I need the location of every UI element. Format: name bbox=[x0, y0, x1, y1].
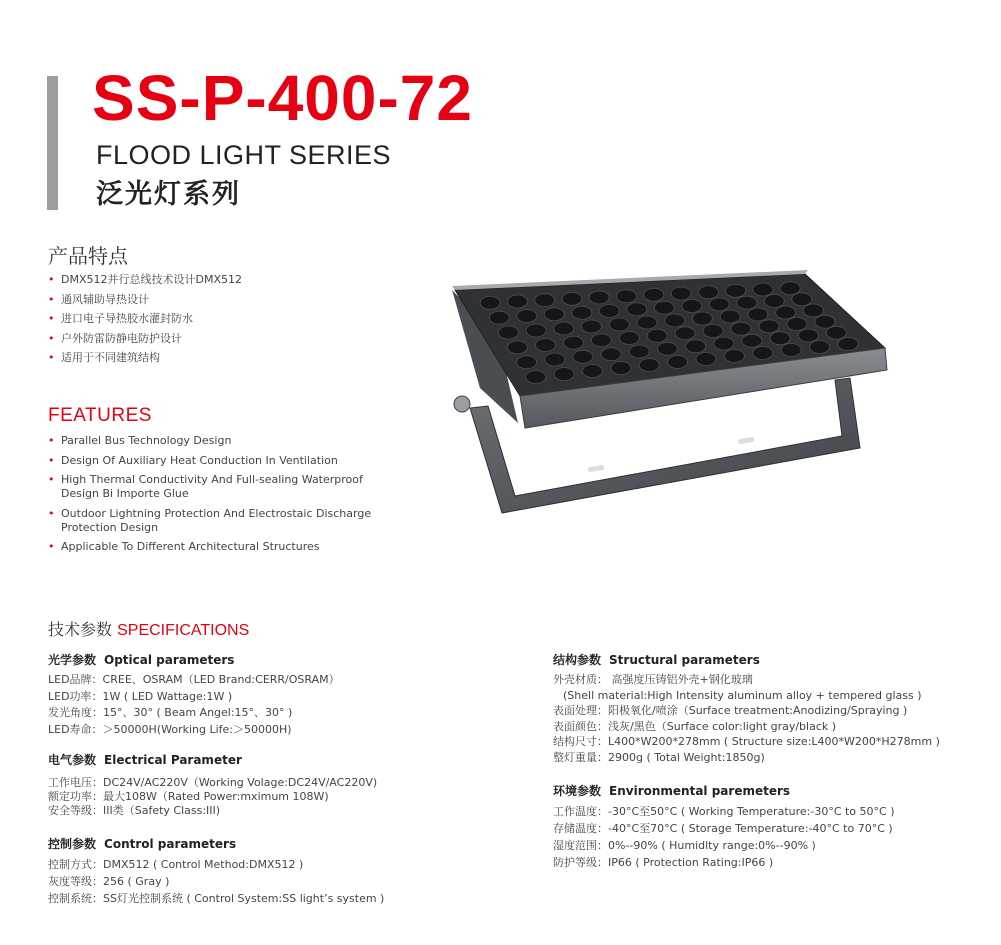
led-lens bbox=[535, 294, 555, 307]
led-lens bbox=[480, 296, 500, 309]
led-lens bbox=[589, 291, 609, 304]
led-lens bbox=[696, 353, 716, 366]
spec-line: 安全等级：III类（Safety Class:III) bbox=[48, 804, 221, 817]
led-lens bbox=[753, 347, 773, 360]
bullet-icon: • bbox=[48, 331, 55, 345]
environmental-parameters bbox=[553, 782, 895, 871]
led-lens bbox=[724, 350, 744, 363]
bullet-icon: • bbox=[48, 351, 55, 365]
control-parameters bbox=[48, 835, 384, 907]
led-lens bbox=[720, 310, 740, 323]
spec-line: 结构尺寸：L400*W200*278mm ( Structure size:L400*W200*H278mm ) bbox=[553, 735, 940, 748]
electrical-parameters bbox=[48, 751, 377, 818]
features-cn-heading: 产品特点 bbox=[48, 244, 128, 268]
led-lens bbox=[554, 368, 574, 381]
led-lens bbox=[810, 341, 830, 354]
led-lens bbox=[838, 338, 858, 351]
spec-line: 外壳材质： 高强度压铸铝外壳+钢化玻璃 bbox=[553, 673, 753, 686]
led-lens bbox=[665, 314, 685, 327]
led-lens bbox=[826, 326, 846, 339]
list-item: • 适用于不同建筑结构 bbox=[48, 351, 160, 365]
led-lens bbox=[698, 286, 718, 299]
led-lens bbox=[582, 320, 602, 333]
led-lens bbox=[692, 312, 712, 325]
features-cn-list bbox=[48, 273, 388, 371]
led-lens bbox=[591, 334, 611, 347]
bullet-icon: • bbox=[48, 453, 55, 467]
led-lens bbox=[703, 325, 723, 338]
led-lens bbox=[781, 344, 801, 357]
led-lens bbox=[507, 295, 527, 308]
bullet-icon: • bbox=[48, 473, 55, 486]
section-heading: 电气参数 Electrical Parameter bbox=[48, 753, 242, 767]
section-heading: 环境参数 Environmental paremeters bbox=[553, 784, 791, 798]
list-item: • Parallel Bus Technology Design bbox=[48, 434, 232, 447]
led-lens bbox=[803, 304, 823, 317]
led-lens bbox=[675, 327, 695, 340]
series-title-cn: 泛光灯系列 bbox=[96, 179, 241, 210]
spec-line: 表面颜色：浅灰/黑色（Surface color:light gray/black ) bbox=[553, 719, 837, 733]
led-lens bbox=[668, 356, 688, 369]
list-item: • High Thermal Conductivity And Full-sealing Waterproof Design Bi Importe Glue bbox=[48, 473, 363, 500]
led-lens bbox=[545, 353, 565, 366]
led-lens bbox=[764, 295, 784, 308]
spec-line: 工作温度：-30°C至50°C ( Working Temperature:-30°C to 50°C ) bbox=[553, 805, 895, 818]
flood-light-product-image bbox=[440, 268, 900, 518]
led-lens bbox=[787, 318, 807, 331]
list-item: • Outdoor Lightning Protection And Electrostaic Discharge Protection Design bbox=[48, 506, 372, 534]
spec-line: LED寿命：＞50000H(Working Life:＞50000H) bbox=[48, 722, 292, 736]
led-lens bbox=[573, 350, 593, 363]
led-lens bbox=[609, 318, 629, 331]
led-lens bbox=[637, 316, 657, 329]
spec-line: 工作电压：DC24V/AC220V（Working Volage:DC24V/AC220V) bbox=[48, 776, 378, 789]
list-item: • 户外防雷防静电防护设计 bbox=[48, 331, 182, 345]
led-lens bbox=[682, 300, 702, 313]
led-lens bbox=[686, 340, 706, 353]
led-lens bbox=[627, 303, 647, 316]
specifications-heading bbox=[48, 617, 249, 640]
led-lens bbox=[563, 336, 583, 349]
spec-line: (Shell material:High Intensity aluminum alloy + tempered glass ) bbox=[563, 688, 922, 702]
features-en-heading: FEATURES bbox=[48, 405, 152, 426]
led-lens bbox=[535, 339, 555, 352]
spec-line: 存储温度：-40°C至70°C ( Storage Temperature:-40°C to 70°C ) bbox=[553, 822, 893, 835]
spec-line: 湿度范围：0%--90% ( Humidlty range:0%--90% ) bbox=[553, 839, 816, 852]
led-lens bbox=[617, 290, 637, 303]
spec-line: 发光角度：15°、30° ( Beam Angel:15°、30° ) bbox=[48, 706, 293, 719]
spec-line: 控制方式：DMX512 ( Control Method:DMX512 ) bbox=[48, 858, 304, 871]
list-item: • 通风辅助导热设计 bbox=[48, 292, 149, 306]
spec-title-en: SPECIFICATIONS bbox=[117, 622, 250, 639]
product-model-title: SS-P-400-72 bbox=[92, 62, 473, 134]
structural-parameters bbox=[553, 651, 940, 765]
led-lens bbox=[647, 329, 667, 342]
led-lens bbox=[770, 332, 790, 345]
led-lens bbox=[572, 306, 592, 319]
series-title-en: FLOOD LIGHT SERIES bbox=[96, 140, 392, 170]
bullet-icon: • bbox=[48, 506, 55, 520]
led-lens bbox=[526, 324, 546, 337]
led-lens bbox=[714, 337, 734, 350]
led-lens bbox=[759, 320, 779, 333]
section-heading: 光学参数 Optical parameters bbox=[48, 653, 235, 667]
spec-line: 整灯重量：2900g ( Total Weight:1850g) bbox=[553, 750, 765, 764]
led-lens bbox=[508, 341, 528, 354]
led-lens bbox=[583, 365, 603, 378]
section-heading: 控制参数 Control parameters bbox=[48, 837, 237, 851]
led-lens bbox=[517, 310, 537, 323]
led-lens bbox=[753, 283, 773, 296]
list-item: • Applicable To Different Architectural Structures bbox=[48, 540, 320, 553]
list-item: • Design Of Auxiliary Heat Conduction In Ventilation bbox=[48, 453, 338, 467]
led-lens bbox=[709, 298, 729, 311]
led-lens bbox=[742, 334, 762, 347]
led-lens bbox=[517, 356, 537, 369]
led-lens bbox=[654, 301, 674, 314]
spec-title-cn: 技术参数 bbox=[48, 620, 113, 639]
led-lens bbox=[644, 288, 664, 301]
list-item: • DMX512并行总线技术设计DMX512 bbox=[48, 273, 242, 286]
led-lens bbox=[798, 329, 818, 342]
led-lens bbox=[639, 359, 659, 372]
features-en-list bbox=[48, 434, 393, 560]
spec-line: LED品牌：CREE、OSRAM（LED Brand:CERR/OSRAM） bbox=[48, 673, 340, 686]
led-lens bbox=[611, 362, 631, 375]
led-lens bbox=[489, 311, 509, 324]
led-lens bbox=[726, 284, 746, 297]
led-lens bbox=[671, 287, 691, 300]
led-lens bbox=[544, 308, 564, 321]
list-item: • 进口电子导热胶水灌封防水 bbox=[48, 312, 193, 326]
led-lens bbox=[619, 332, 639, 345]
bullet-icon: • bbox=[48, 540, 55, 553]
led-lens bbox=[599, 305, 619, 318]
spec-line: 灰度等级：256 ( Gray ) bbox=[48, 875, 170, 888]
led-lens bbox=[629, 345, 649, 358]
spec-line: LED功率：1W ( LED Wattage:1W ) bbox=[48, 689, 233, 703]
bullet-icon: • bbox=[48, 434, 55, 447]
led-lens bbox=[526, 371, 546, 384]
led-lens bbox=[554, 322, 574, 335]
led-lens bbox=[748, 308, 768, 321]
led-lens bbox=[562, 292, 582, 305]
optical-parameters bbox=[48, 651, 340, 738]
led-lens bbox=[601, 348, 621, 361]
spec-line: 控制系统：SS灯光控制系统 ( Control System:SS light’s system ) bbox=[48, 892, 385, 905]
led-lens bbox=[657, 342, 677, 355]
led-lens bbox=[792, 293, 812, 306]
section-heading: 结构参数 Structural parameters bbox=[553, 653, 760, 667]
spec-line: 防护等级：IP66 ( Protection Rating:IP66 ) bbox=[553, 856, 774, 869]
bullet-icon: • bbox=[48, 273, 55, 286]
accent-bar bbox=[47, 76, 58, 210]
bullet-icon: • bbox=[48, 312, 55, 326]
led-lens bbox=[498, 326, 518, 339]
led-lens bbox=[737, 296, 757, 309]
led-lens bbox=[776, 306, 796, 319]
bullet-icon: • bbox=[48, 292, 55, 306]
led-lens bbox=[731, 322, 751, 335]
led-lens bbox=[780, 282, 800, 295]
spec-line: 额定功率：最大108W（Rated Power:mximum 108W) bbox=[48, 790, 329, 803]
led-lens bbox=[815, 315, 835, 328]
spec-line: 表面处理：阳极氧化/喷涂（Surface treatment:Anodizing/Spraying ) bbox=[553, 704, 908, 717]
